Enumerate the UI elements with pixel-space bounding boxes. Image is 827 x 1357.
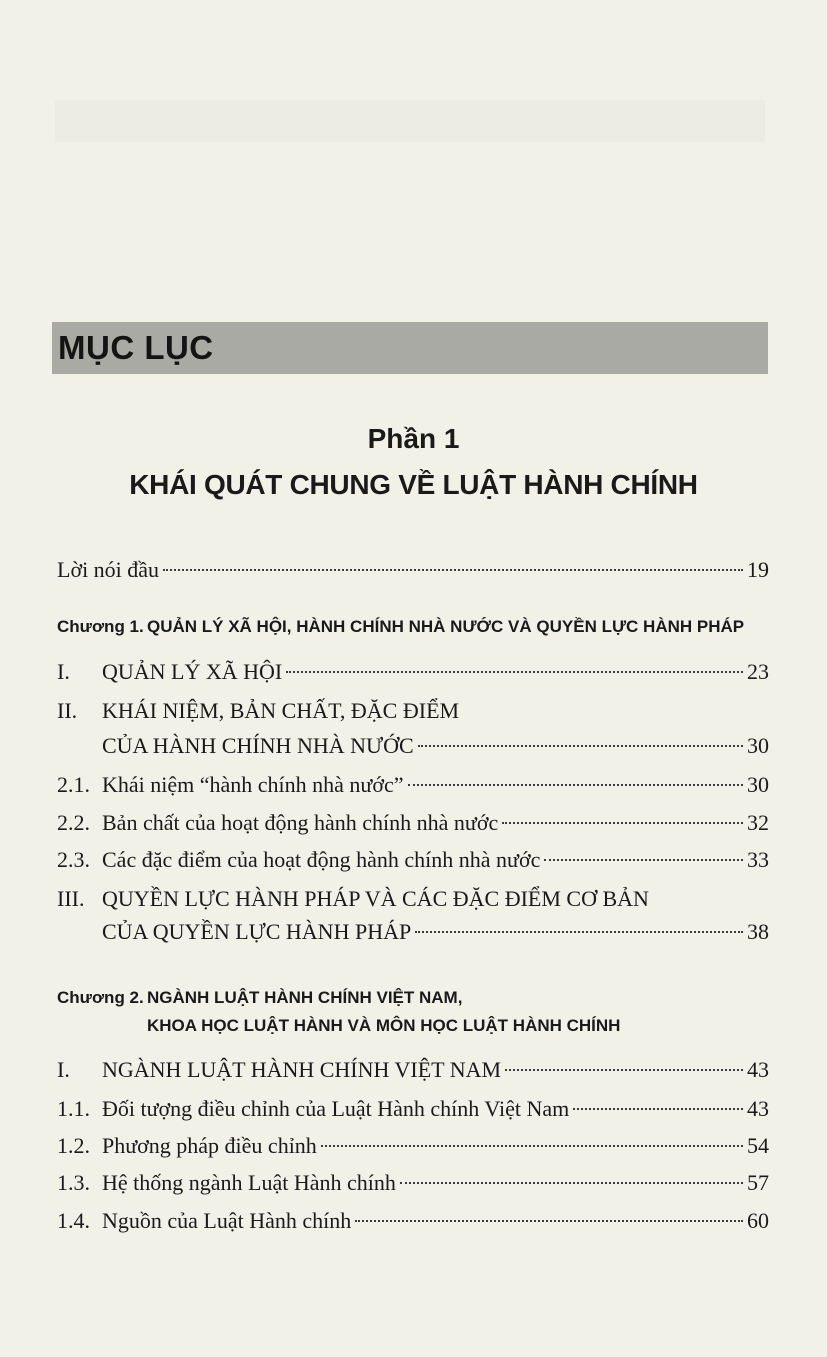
entry-title: Nguồn của Luật Hành chính (102, 1208, 352, 1233)
entry-number: I. (57, 659, 70, 684)
toc-entry-number: III. (57, 886, 85, 911)
dot-leader (286, 671, 743, 673)
page-number: 43 (747, 1096, 769, 1121)
entry-title: Bản chất của hoạt động hành chính nhà nước (102, 810, 499, 835)
page-number: 23 (747, 659, 769, 684)
toc-entry[interactable] (57, 657, 769, 687)
page-number: 43 (747, 1057, 769, 1082)
chapter-2-heading (57, 986, 462, 1010)
page-number: 30 (747, 772, 769, 797)
page-number: 32 (747, 810, 769, 835)
page-number: 33 (747, 847, 769, 872)
toc-entry[interactable] (57, 770, 769, 800)
part-number: Phần 1 (367, 423, 460, 454)
page-number: 60 (747, 1208, 769, 1233)
entry-title-line2: CỦA QUYỀN LỰC HÀNH PHÁP (102, 919, 412, 944)
chapter-label: Chương 1. (57, 617, 144, 636)
entry-title: Khái niệm “hành chính nhà nước” (102, 772, 404, 797)
toc-entry[interactable] (57, 1131, 769, 1161)
bleed-through-header (55, 100, 765, 142)
toc-entry[interactable] (57, 808, 769, 838)
dot-leader (408, 784, 743, 786)
entry-number: I. (57, 1057, 70, 1082)
toc-entry[interactable] (57, 1168, 769, 1198)
chapter-label: Chương 2. (57, 988, 144, 1007)
toc-entry[interactable] (57, 845, 769, 875)
entry-number: 1.1. (57, 1096, 90, 1121)
page-number: 19 (747, 557, 769, 582)
toc-entry-number: II. (57, 698, 78, 723)
entry-title: Phương pháp điều chỉnh (102, 1133, 317, 1158)
entry-title-line2: CỦA HÀNH CHÍNH NHÀ NƯỚC (102, 733, 414, 758)
chapter-1-heading (57, 615, 744, 639)
page-number: 38 (747, 919, 769, 944)
dot-leader (544, 859, 743, 861)
entry-title: QUẢN LÝ XÃ HỘI (102, 659, 283, 684)
entry-number: 2.2. (57, 810, 90, 835)
toc-heading: MỤC LỤC (58, 329, 214, 366)
toc-entry[interactable] (102, 731, 769, 761)
chapter-title-line2: KHOA HỌC LUẬT HÀNH VÀ MÔN HỌC LUẬT HÀNH CHÍNH (147, 1016, 621, 1035)
dot-leader (163, 569, 743, 571)
toc-entry[interactable] (57, 1206, 769, 1236)
page-number: 57 (747, 1170, 769, 1195)
dot-leader (573, 1108, 743, 1110)
dot-leader (321, 1145, 743, 1147)
entry-title: Hệ thống ngành Luật Hành chính (102, 1170, 396, 1195)
toc-entry-preface[interactable] (57, 555, 769, 585)
entry-number: 1.2. (57, 1133, 90, 1158)
entry-number: 2.1. (57, 772, 90, 797)
entry-title: Lời nói đầu (57, 557, 160, 582)
entry-title: Đối tượng điều chỉnh của Luật Hành chính Việt Nam (102, 1096, 570, 1121)
entry-title-line1[interactable]: KHÁI NIỆM, BẢN CHẤT, ĐẶC ĐIỂM (102, 698, 460, 723)
dot-leader (502, 822, 743, 824)
entry-number: 1.3. (57, 1170, 90, 1195)
toc-entry[interactable] (57, 1055, 769, 1085)
dot-leader (400, 1182, 743, 1184)
dot-leader (418, 745, 743, 747)
dot-leader (355, 1220, 743, 1222)
dot-leader (415, 931, 743, 933)
entry-title: NGÀNH LUẬT HÀNH CHÍNH VIỆT NAM (102, 1057, 502, 1082)
entry-title-line1[interactable]: QUYỀN LỰC HÀNH PHÁP VÀ CÁC ĐẶC ĐIỂM CƠ BẢN (102, 886, 649, 911)
dot-leader (505, 1069, 743, 1071)
entry-title: Các đặc điểm của hoạt động hành chính nhà nước (102, 847, 541, 872)
page-number: 54 (747, 1133, 769, 1158)
chapter-title: NGÀNH LUẬT HÀNH CHÍNH VIỆT NAM, (147, 988, 463, 1007)
chapter-2-heading-line2 (147, 1014, 620, 1038)
chapter-title: QUẢN LÝ XÃ HỘI, HÀNH CHÍNH NHÀ NƯỚC VÀ QUYỀN LỰC HÀNH PHÁP (147, 617, 745, 636)
entry-number: 2.3. (57, 847, 90, 872)
page-number: 30 (747, 733, 769, 758)
part-title: KHÁI QUÁT CHUNG VỀ LUẬT HÀNH CHÍNH (129, 469, 698, 500)
entry-number: 1.4. (57, 1208, 90, 1233)
toc-entry[interactable] (102, 917, 769, 947)
toc-entry[interactable] (57, 1094, 769, 1124)
